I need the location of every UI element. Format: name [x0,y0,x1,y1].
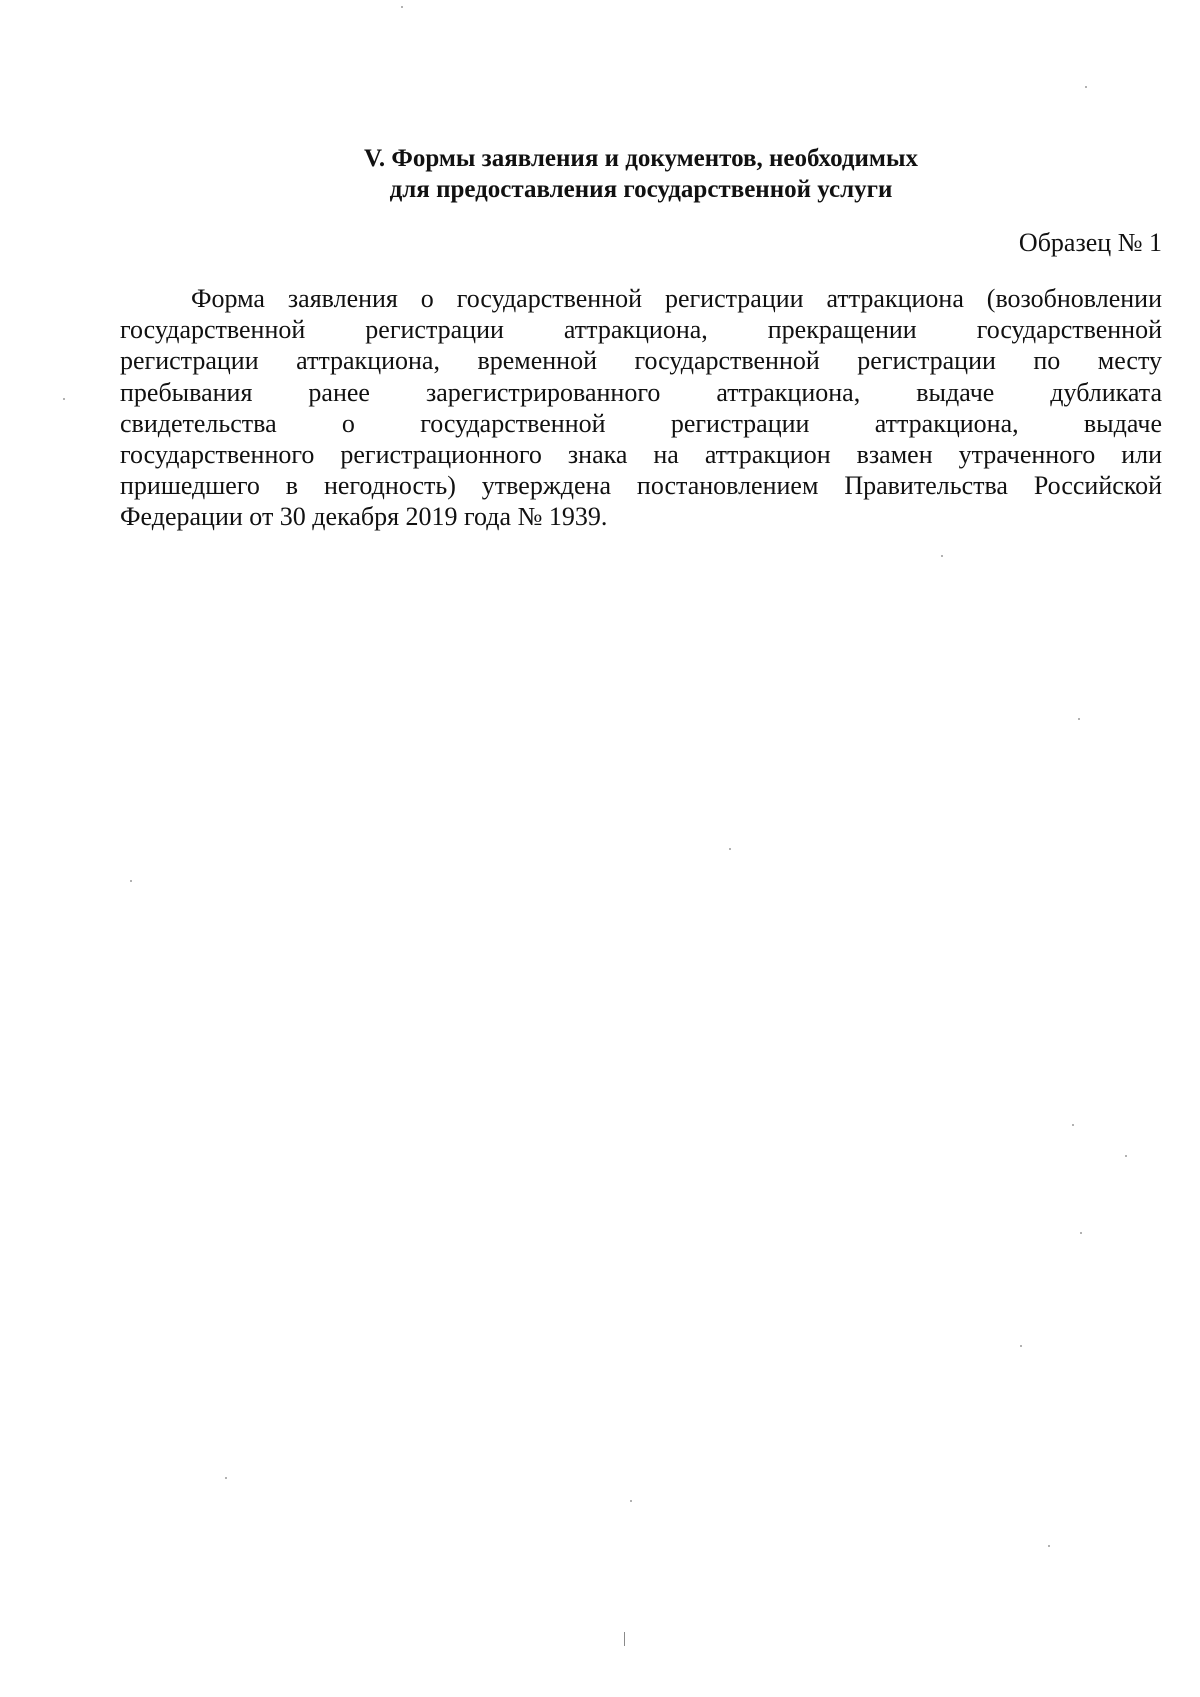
paragraph-line: регистрации аттракциона, временной государственной регистрации по месту [120,346,1162,376]
scan-speck [729,848,731,850]
scan-speck [225,1477,227,1479]
scan-speck [941,555,943,557]
scan-speck [1085,86,1087,88]
paragraph-line: Федерации от 30 декабря 2019 года № 1939. [120,502,608,532]
paragraph-line: Форма заявления о государственной регистрации аттракциона (возобновлении [191,284,1162,313]
scan-speck [1078,718,1080,720]
scan-speck [1048,1545,1050,1547]
scan-speck [130,880,132,882]
sample-number: Образец № 1 [1018,228,1162,257]
scan-speck [63,398,65,400]
paragraph-line: государственного регистрационного знака на аттракцион взамен утраченного или [120,439,1162,469]
paragraph-line: пребывания ранее зарегистрированного аттракциона, выдаче дубликата [120,377,1162,407]
scan-speck [1125,1155,1127,1157]
heading-line-2: для предоставления государственной услуги [389,176,893,203]
scan-speck [1020,1345,1022,1347]
scan-speck [630,1500,632,1502]
scan-speck [1072,1124,1074,1126]
section-heading [120,143,1162,205]
scan-mark [624,1632,625,1646]
scan-speck [1080,1232,1082,1234]
paragraph-line: свидетельства о государственной регистрации аттракциона, выдаче [120,408,1162,438]
paragraph-line: пришедшего в негодность) утверждена постановлением Правительства Российской [120,471,1162,501]
heading-line-1: V. Формы заявления и документов, необходимых [364,145,918,172]
body-paragraph [120,283,1162,533]
scan-speck [401,6,403,8]
paragraph-line: государственной регистрации аттракциона, прекращении государственной [120,315,1162,345]
